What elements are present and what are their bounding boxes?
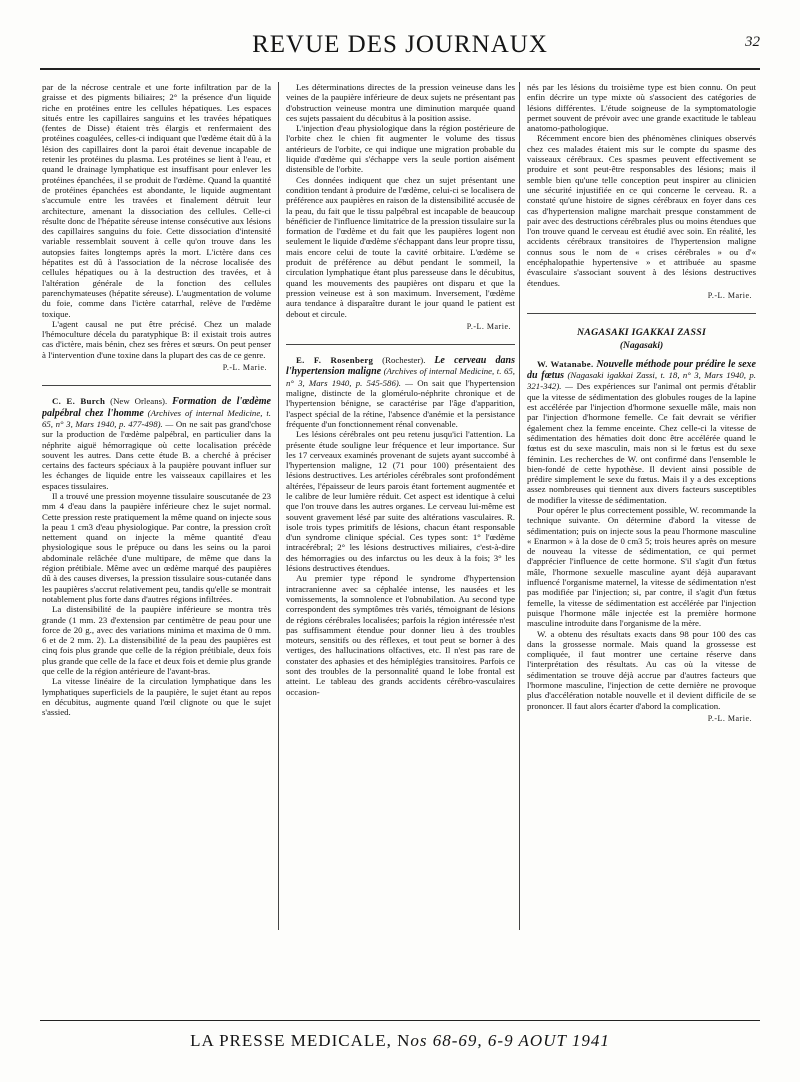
paragraph: L'agent causal ne put être précisé. Chez un malade l'hémoculture décela du paratyphique B: il existait trois autres cas d'ictère, mais bénin, chez ses frères et sœurs. On peut penser à l'intervention d'une toxine dans la plupart des cas de ce genre.: [42, 318, 271, 360]
paragraph: Les déterminations directes de la pression veineuse dans les veines de la paupière inférieure de deux sujets ne présentant pas d'obstruction veineuse montra une diminution marquée quand ces sujets passaient du décubitus à la position assise.: [286, 82, 515, 123]
paragraph: Pour opérer le plus correctement possible, W. recommande la technique suivante. On détermine d'abord la vitesse de sédimentation; puis on injecte sous la peau l'hormone masculine « Enarmon » à la dose de 0 cm3 5; trois heures après on mesure de nouveau la vitesse de sédimentation, ce qui permet d'apprécier l'influence de cette hormone. S'il s'agit d'un fœtus mâle, l'hormone sexuelle masculine ayant déjà auparavant influencé l'organisme maternel, la vitesse de sédimentation n'est pas modifiée par l'injection; si, par contre, il s'agit d'un fœtus femelle, la vitesse de sédimentation est accélérée par l'injection puisque l'hormone mâle injectée est la première hormone masculine introduite dans l'organisme de la mère.: [527, 504, 756, 629]
column-1: [42, 82, 271, 1012]
article-author: C. E. Burch: [52, 396, 106, 407]
footer-journal: LA PRESSE MEDICALE, N: [190, 1031, 411, 1050]
signature: P.-L. Marie.: [222, 363, 267, 373]
paragraph: Au premier type répond le syndrome d'hypertension intracranienne avec sa céphalée intense, les nausées et les vomissements, la somnolence et l'obnubilation. Au second type correspondent des symptômes très variés, témoignant de lésions de régions cérébrales localisées; parfois la région intéressée n'est pas suffisamment étendue pour donner lieu à des troubles moteurs, sensitifs ou des réflexes, et tout peut se borner à des vertiges, des hallucinations olfactives, etc. Il n'est pas rare de constater des aphasies et des hémiplégies transitoires. Parfois ce sont des troubles de la personnalité quand le lobe frontal est atteint. Le tableau des grands accidents cérébro-vasculaires occasion-: [286, 573, 515, 697]
article-author: E. F. Rosenberg: [296, 355, 374, 366]
divider: [42, 385, 271, 386]
signature: P.-L. Marie.: [466, 321, 511, 331]
signature: P.-L. Marie.: [707, 290, 752, 300]
paragraph: W. a obtenu des résultats exacts dans 98 pour 100 des cas dans la grossesse normale. Mais quand la grossesse est compliquée, il faut montrer une certaine réserve dans l'interprétation des résultats. Au cas où la vitesse de sédimentation se trouve déjà accrue par d'autres facteurs que l'hormone masculine, l'injection de cette dernière ne provoque plus d'accélération notable nouvelle et il devient difficile de se prononcer. Il faut alors écarter d'abord la complication.: [527, 628, 756, 711]
header-rule: [40, 68, 760, 70]
paragraph: nés par les lésions du troisième type est bien connu. On peut enfin décrire un type mixte où s'associent des catégories de lésions différentes. L'étude soigneuse de la symptomatologie permet souvent de prévoir avec une grande exactitude le tableau anatomo-pathologique.: [527, 82, 756, 134]
article-citation: (Nagasaki igakkai Zassi, t. 18, n° 3, Mars 1940, p. 321-342). —: [527, 370, 756, 392]
paragraph: On sait que l'hypertension maligne, distincte de la glomérulo-néphrite chronique et de l'hypertension bénigne, se caractérise par l'âge d'apparition, l'aspect spécial de la rétine, l'absence d'anémie et la persistance fréquente d'un fonctionnement rénal convenable.: [286, 377, 515, 429]
article-title: Formation de l'œdème palpébral chez l'homme: [42, 396, 271, 419]
article-heading: [286, 355, 515, 429]
article-heading: [42, 396, 271, 491]
paragraph: La distensibilité de la paupière inférieure se montra très grande (1 mm. 23 d'extension par centimètre de peau pour une force de 20 g., avec des variations minima et maxima de 0 mm. 6 et de 2 mm. 2). La distensibilité de la peau des paupières est cinq fois plus grande que celle de la région prétibiale, deux fois plus grande que celle de la face et deux fois et demie plus grande que celle de la région antérieure de l'avant-bras.: [42, 604, 271, 677]
page-number: 32: [745, 34, 760, 50]
column-3: [527, 82, 756, 1012]
paragraph: Des expériences sur l'animal ont permis d'établir que la vitesse de sédimentation des globules rouges de la lapine est accélérée par l'injection d'hormone sexuelle mâle, mais non par l'injection d'hormone femelle. Ce fait devrait se vérifier également chez la femme enceinte. Chez celle-ci la vitesse de sédimentation des hématies doit donc être accélérée quand le fœtus est du sexe masculin, mais non si le fœtus est du sexe féminin. Les recherches de W. ont confirmé dans l'ensemble le bien-fondé de cette hypothèse. Il devient ainsi possible de prédire simplement le sexe du fœtus. Mais il y a des exceptions assez nombreuses qui tiennent aux divers facteurs susceptibles de modifier la vitesse de sédimentation.: [527, 381, 756, 505]
column-2: [286, 82, 515, 1012]
article-location: (Rochester).: [373, 355, 435, 366]
page-header: [40, 28, 760, 62]
divider: [286, 344, 515, 345]
footer-rule: [40, 1020, 760, 1021]
paragraph: La vitesse linéaire de la circulation lymphatique dans les lymphatiques superficiels de la paupière, le sujet étant au repos en décubitus, augmente quand l'œil clignote ou que le sujet s'assied.: [42, 676, 271, 718]
paragraph: On ne sait pas grand'chose sur la production de l'œdème palpébral, en particulier dans la néphrite aiguë hémorragique où cette localisation précède souvent les autres. Dans cette étude B. a cherché à préciser certains des facteurs spéciaux à la paupière pouvant influer sur les échanges de liquide entre les vaisseaux capillaires et les espaces tissulaires.: [42, 418, 271, 491]
divider: [527, 313, 756, 314]
column-divider: [519, 82, 520, 930]
article-location: (New Orleans).: [105, 396, 173, 407]
paragraph: Il a trouvé une pression moyenne tissulaire souscutanée de 23 mm 4 d'eau dans la paupière inférieure chez le sujet normal. Cette pression reste pratiquement la même quand on injecte sous la peau 1 cm3 d'eau physiologique. Par contre, la pression croît nettement quand on injecte la même quantité d'eau physiologique sous le prépuce ou dans les seins ou la paroi abdominale relâchée d'une multipare, de même que dans la région prétibiale. Même avec un œdème marqué des paupières dû à des causes diverses, la pression tissulaire sous-cutanée dans les paupières s'accrut relativement peu, tandis qu'elle se montrait notablement plus forte dans d'autres régions infiltrées.: [42, 490, 271, 604]
article-heading: [527, 359, 756, 505]
article-title: Le cerveau dans l'hypertension maligne: [286, 355, 515, 378]
journal-section-title: REVUE DES JOURNAUX: [252, 31, 548, 58]
article-citation: (Archives of internal Medicine, t. 65, n° 3, Mars 1940, p. 545-586). —: [286, 366, 515, 388]
paragraph: par de la nécrose centrale et une forte infiltration par de la graisse et des pigments biliaires; 2° la présence d'un liquide riche en protéines entre les cellules hépatiques. Les espaces situés entre les capillaires sanguins et les travées hépatiques (fentes de Disse) étaient très élargis et renfermaient des protéines coagulées, celles-ci indiquant que l'œdème était dû à la lésion des capillaires dont la paroi était devenue incapable de retenir les protéines du plasma. Les protéines se lient à l'eau, et quand le drainage lymphatique est insuffisant pour enlever les protéines épanchées, il se produit de l'œdème. Quand la quantité de protéines épanchées est abondante, le liquide augmentant s'accumule entre les travées et finalement détruit leur architecture, amenant la dissociation des cellules. Celle-ci résulte donc de l'hépatite séreuse intense consécutive aux lésions des capillaires sanguins du foie. Cette dissociation d'intensité variable ressemblait souvent à celle qu'on trouve dans les autopsies faites longtemps après la mort. L'ictère dans ces hépatites est dû à l'association de la nécrose localisée des cellules hépatiques ou à la destruction des travées, et à l'altération générale de la fonction des cellules parenchymateuses (hépatite séreuse). L'augmentation de volume du foie, comme dans l'ictère catarrhal, relève de l'œdème toxique.: [42, 82, 271, 319]
article-title: Nouvelle méthode pour prédire le sexe du fœtus: [527, 358, 756, 382]
signature: P.-L. Marie.: [707, 713, 752, 723]
journal-name: NAGASAKI IGAKKAI ZASSI: [576, 327, 707, 339]
paragraph: Récemment encore bien des phénomènes cliniques observés chez ces malades étaient mis sur le compte du spasme des vaisseaux cérébraux. Ces spasmes peuvent effectivement se produire et sont peut-être responsables des lésions; mais il semble bien qu'une telle conception peut inspirer au clinicien une sécurité injustifiée en ce qui concerne le cerveau. R. a constaté qu'une histoire de signes cérébraux en foyer dans ces cas d'hypertension maligne marchait presque constamment de pair avec des destructions cérébrales plus ou moins étendues que l'on trouve quand le cerveau est étudié avec soin. En réalité, les accidents cérébraux transitoires de l'hypertension maligne connus sous le nom de « crises cérébrales » ou d'« encéphalopathie hypertensive » et attribuée au spasme évasculaire s'associant souvent à des lésions destructives étendues.: [527, 133, 756, 288]
column-divider: [278, 82, 279, 930]
journal-city: (Nagasaki): [619, 340, 664, 351]
page-footer: [0, 1031, 800, 1051]
article-citation: (Archives of internal Medicine, t. 65, n° 3, Mars 1940, p. 477-498). —: [42, 407, 271, 429]
article-author: W. Watanabe.: [537, 358, 594, 369]
footer-issue: os 68-69, 6-9 AOUT 1941: [410, 1031, 610, 1050]
paragraph: L'injection d'eau physiologique dans la région postérieure de l'orbite chez le chien fit augmenter le volume des tissus antérieurs de l'orbite, ce qui indique une migration probable du liquide d'œdème qui s'échappe vers la seule portion aisément distensible de l'orbite.: [286, 123, 515, 175]
paragraph: Les lésions cérébrales ont peu retenu jusqu'ici l'attention. La présente étude souligne leur fréquence et leur importance. Sur les 17 cerveaux examinés provenant de sujets ayant succombé à l'hypertension maligne, 12 (71 pour 100) présentaient des lésions destructives. Les artérioles cérébrales sont profondément altérées, l'épaisseur de leurs parois étant fortement augmentée et le calibre de leur lumière réduit. Cet aspect est identique à celui que l'on trouve dans les autres organes. Le cerveau lui-même est souvent gravement lésé par suite des altérations vasculaires. R. isole trois types primitifs de lésions, chacun étant responsable d'un syndrome clinique spécial. Ces types sont: 1° l'œdème intracérébral; 2° les lésions destructives miliaires, c'est-à-dire des hémorragies ou des infarctus ou les deux à la fois; 3° les lésions destructives étendues.: [286, 429, 515, 574]
paragraph: Ces données indiquent que chez un sujet présentant une condition tendant à produire de l'œdème, celui-ci se localisera de préférence aux paupières en raison de la distensibilité accusée de la peau, du fait que le tissu palpébral est incapable de beaucoup bénéficier de l'influence limitatrice de la pression tissulaire sur la formation de l'œdème et du fait que les paupières logent non seulement le liquide d'œdème s'échappant dans leur propre tissu, mais encore celui de toute la cavité orbitaire. L'œdème se produit de préférence au début pendant le sommeil, la circulation lymphatique étant plus paresseuse dans le décubitus, quand les mouvements des paupières ont disparu et que la pression veineuse est à son maximum. Inversement, l'œdème aura tendance à disparaître durant le jour quand le patient est debout et circule.: [286, 174, 515, 319]
